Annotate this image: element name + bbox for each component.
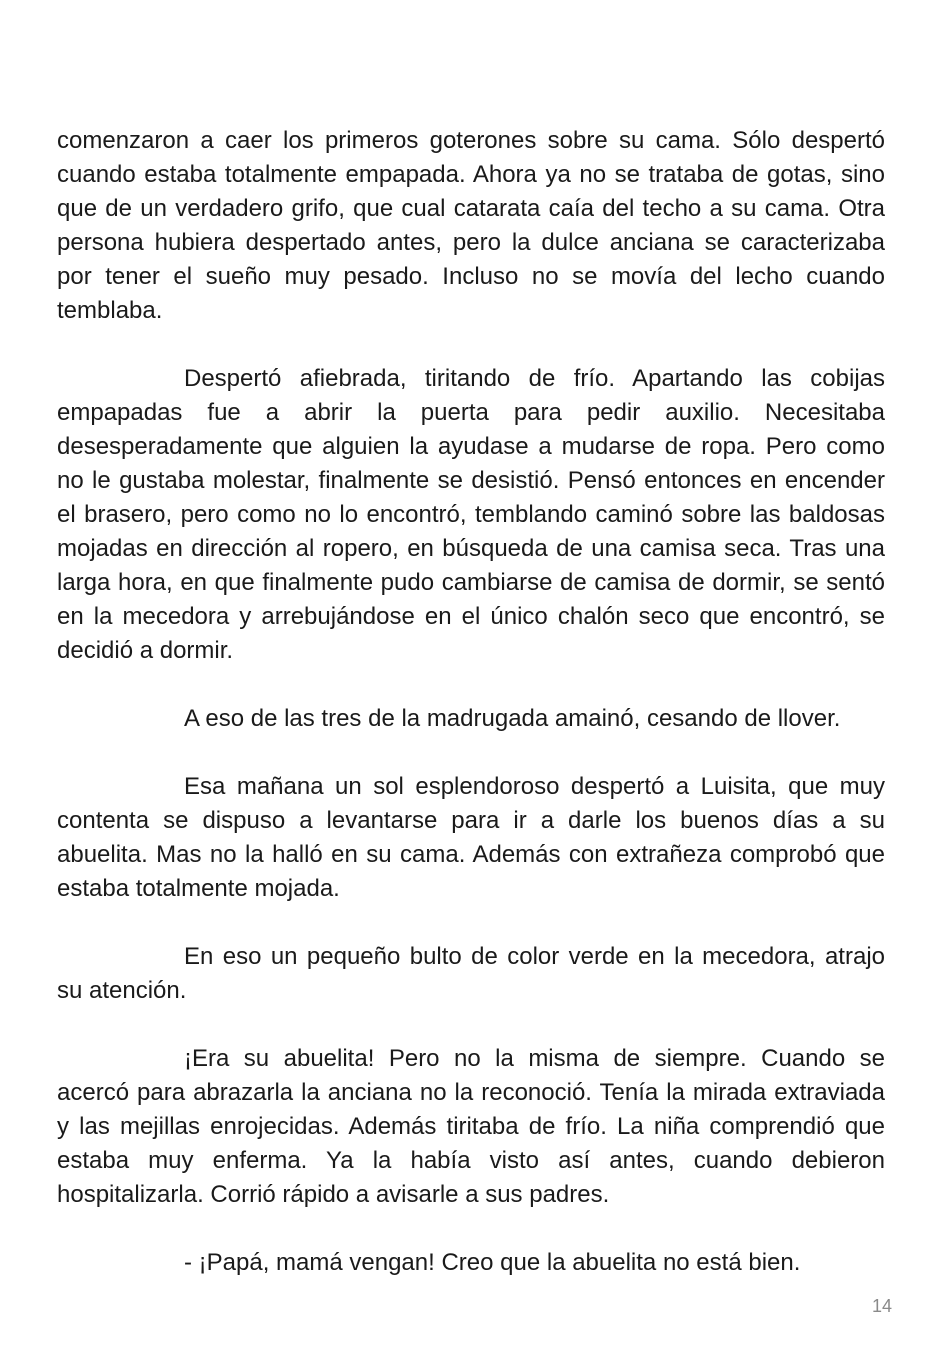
paragraph-2: Despertó afiebrada, tiritando de frío. Apartando las cobijas empapadas fue a abrir la puerta para pedir auxilio. Necesitaba desesperadamente que alguien la ayudase a mudarse de ropa. Pero como no le gustaba molestar, finalmente se desistió. Pensó entonces en encender el brasero, pero como no lo encontró, temblando caminó sobre las baldosas mojadas en dirección al ropero, en búsqueda de una camisa seca. Tras una larga hora, en que finalmente pudo cambiarse de camisa de dormir, se sentó en la mecedora y arrebujándose en el único chalón seco que encontró, se decidió a dormir.: [57, 365, 885, 664]
paragraph-1: comenzaron a caer los primeros goterones sobre su cama. Sólo despertó cuando estaba totalmente empapada. Ahora ya no se trataba de gotas, sino que de un verdadero grifo, que cual catarata caía del techo a su cama. Otra persona hubiera despertado antes, pero la dulce anciana se caracterizaba por tener el sueño muy pesado. Incluso no se movía del lecho cuando temblaba.: [57, 127, 885, 324]
body-text: [57, 124, 885, 1280]
paragraph-4: Esa mañana un sol esplendoroso despertó a Luisita, que muy contenta se dispuso a levantarse para ir a darle los buenos días a su abuelita. Mas no la halló en su cama. Además con extrañeza comprobó que estaba totalmente mojada.: [57, 773, 885, 902]
paragraph-5: En eso un pequeño bulto de color verde en la mecedora, atrajo su atención.: [57, 943, 885, 1004]
page-number: 14: [871, 1296, 892, 1316]
paragraph-7: - ¡Papá, mamá vengan! Creo que la abuelita no está bien.: [184, 1249, 801, 1276]
paragraph-3: A eso de las tres de la madrugada amainó, cesando de llover.: [184, 705, 841, 732]
paragraph-6: ¡Era su abuelita! Pero no la misma de siempre. Cuando se acercó para abrazarla la anciana no la reconoció. Tenía la mirada extraviada y las mejillas enrojecidas. Además tiritaba de frío. La niña comprendió que estaba muy enferma. Ya la había visto así antes, cuando debieron hospitalizarla. Corrió rápido a avisarle a sus padres.: [57, 1045, 885, 1208]
